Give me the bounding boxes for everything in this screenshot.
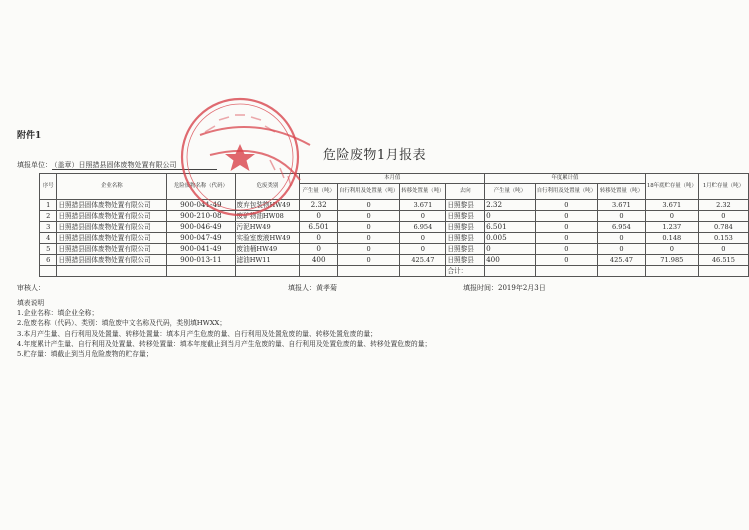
total-label: 合计： (446, 266, 485, 277)
row-code: 900-041-49 (167, 200, 235, 211)
header-year-produce: 产生量（吨） (485, 184, 536, 200)
row-year-self-use: 0 (535, 244, 597, 255)
row-last-stock: 0 (645, 244, 698, 255)
instruction-line: 2.危废名称（代码）、类别：填危废中文名称及代码，类别填HWXX； (17, 319, 227, 328)
header-last-stock: 18年底贮存量（吨） (645, 174, 698, 200)
header-year-transfer: 转移处置量（吨） (598, 184, 646, 200)
row-company: 日照措县固体废物处置有限公司 (57, 200, 167, 211)
row-last-stock: 0.148 (645, 233, 698, 244)
row-category: 污泥HW49 (235, 222, 300, 233)
row-produce: 400 (300, 255, 338, 266)
instruction-line: 填表说明 (17, 299, 45, 307)
row-year-self-use: 0 (535, 211, 597, 222)
instruction-line: 1.企业名称：填企业全称； (17, 309, 99, 318)
table-row (40, 233, 749, 244)
row-category: 废弃包装物HW49 (235, 200, 300, 211)
row-destination: 日照黎县 (446, 255, 485, 266)
row-produce: 6.501 (300, 222, 338, 233)
row-seq: 1 (40, 200, 57, 211)
row-transfer: 0 (400, 233, 446, 244)
row-transfer: 0 (400, 211, 446, 222)
row-year-transfer: 0 (598, 244, 646, 255)
header-jan-stock: 1月贮存量（吨） (698, 174, 748, 200)
page-title: 危险废物1月报表 (322, 148, 427, 163)
row-last-stock: 71.985 (645, 255, 698, 266)
row-code: 900-041-49 (167, 244, 235, 255)
row-transfer: 3.671 (400, 200, 446, 211)
row-seq: 2 (40, 211, 57, 222)
row-year-produce: 0.005 (485, 233, 536, 244)
row-destination: 日照黎县 (446, 211, 485, 222)
row-year-transfer: 0 (598, 233, 646, 244)
row-company: 日照措县固体废物处置有限公司 (57, 222, 167, 233)
reporting-unit-label: 填报单位： (17, 161, 52, 169)
row-jan-stock: 2.32 (698, 200, 748, 211)
row-destination: 日照黎县 (446, 233, 485, 244)
row-category: 实验室废液HW49 (235, 233, 300, 244)
header-year-group: 年度累计值 (485, 174, 646, 184)
row-company: 日照措县固体废物处置有限公司 (57, 211, 167, 222)
row-category: 废矿物油HW08 (235, 211, 300, 222)
attachment-label: 附件1 (17, 131, 42, 141)
row-seq: 6 (40, 255, 57, 266)
row-seq: 4 (40, 233, 57, 244)
row-jan-stock: 0 (698, 211, 748, 222)
header-self-use: 自行利用及处置量（吨） (338, 184, 400, 200)
row-code: 900-210-08 (167, 211, 235, 222)
row-year-self-use: 0 (535, 233, 597, 244)
row-year-transfer: 425.47 (598, 255, 646, 266)
instruction-line: 4.年度累计产生量、自行利用及处置量、转移处置量：填本年度截止到当月产生危废的量、自行利用及处置危废的量、转移处置危废的量； (17, 339, 432, 348)
row-seq: 3 (40, 222, 57, 233)
row-transfer: 6.954 (400, 222, 446, 233)
row-year-produce: 6.501 (485, 222, 536, 233)
row-seq: 5 (40, 244, 57, 255)
row-transfer: 425.47 (400, 255, 446, 266)
row-last-stock: 1.237 (645, 222, 698, 233)
table-row (40, 222, 749, 233)
row-code: 900-047-49 (167, 233, 235, 244)
row-self-use: 0 (338, 244, 400, 255)
fill-date: 填报时间：2019年2月3日 (463, 284, 546, 292)
header-category: 危废类别 (235, 174, 300, 200)
table-row (40, 244, 749, 255)
header-produce: 产生量（吨） (300, 184, 338, 200)
table-row (40, 200, 749, 211)
row-year-self-use: 0 (535, 200, 597, 211)
header-month-group: 本月值 (300, 174, 485, 184)
row-destination: 日照黎县 (446, 200, 485, 211)
row-jan-stock: 0.784 (698, 222, 748, 233)
row-destination: 日照黎县 (446, 244, 485, 255)
row-transfer: 0 (400, 244, 446, 255)
row-jan-stock: 46.515 (698, 255, 748, 266)
row-year-produce: 400 (485, 255, 536, 266)
row-last-stock: 3.671 (645, 200, 698, 211)
row-year-produce: 2.32 (485, 200, 536, 211)
row-self-use: 0 (338, 200, 400, 211)
header-year-self-use: 自行利用及处置量（吨） (535, 184, 597, 200)
report-table (39, 173, 749, 277)
header-company: 企业名称 (57, 174, 167, 200)
row-company: 日照措县固体废物处置有限公司 (57, 244, 167, 255)
header-code: 危险废物名称（代码） (167, 174, 235, 200)
instruction-line: 3.本月产生量、自行利用及处置量、转移处置量：填本月产生危废的量、自行利用及处置危废的量、转移处置危废的量； (17, 329, 377, 338)
row-category: 滤油HW11 (235, 255, 300, 266)
row-year-transfer: 0 (598, 211, 646, 222)
header-destination: 去向 (446, 184, 485, 200)
row-jan-stock: 0.153 (698, 233, 748, 244)
filler-label: 填报人：黄孝菊 (288, 284, 337, 292)
row-company: 日照措县固体废物处置有限公司 (57, 233, 167, 244)
row-year-transfer: 6.954 (598, 222, 646, 233)
row-self-use: 0 (338, 211, 400, 222)
table-row (40, 255, 749, 266)
row-year-produce: 0 (485, 244, 536, 255)
row-code: 900-046-49 (167, 222, 235, 233)
reviewer-label: 审核人： (17, 284, 45, 292)
row-year-produce: 0 (485, 211, 536, 222)
row-year-transfer: 3.671 (598, 200, 646, 211)
row-jan-stock: 0 (698, 244, 748, 255)
table-row (40, 211, 749, 222)
header-seq: 序号 (40, 174, 57, 200)
reporting-unit-value: （盖章）日照措县固体废物处置有限公司 (52, 161, 217, 170)
row-destination: 日照黎县 (446, 222, 485, 233)
instructions (17, 298, 431, 359)
total-row (40, 266, 749, 277)
row-year-self-use: 0 (535, 222, 597, 233)
row-produce: 2.32 (300, 200, 338, 211)
row-year-self-use: 0 (535, 255, 597, 266)
row-produce: 0 (300, 233, 338, 244)
row-category: 废油桶HW49 (235, 244, 300, 255)
row-company: 日照措县固体废物处置有限公司 (57, 255, 167, 266)
row-produce: 0 (300, 211, 338, 222)
header-transfer: 转移处置量（吨） (400, 184, 446, 200)
row-self-use: 0 (338, 255, 400, 266)
row-last-stock: 0 (645, 211, 698, 222)
row-code: 900-013-11 (167, 255, 235, 266)
row-produce: 0 (300, 244, 338, 255)
reporting-unit (17, 160, 217, 170)
row-self-use: 0 (338, 233, 400, 244)
row-self-use: 0 (338, 222, 400, 233)
instruction-line: 5.贮存量：填截止到当月危险废物的贮存量； (17, 350, 153, 359)
